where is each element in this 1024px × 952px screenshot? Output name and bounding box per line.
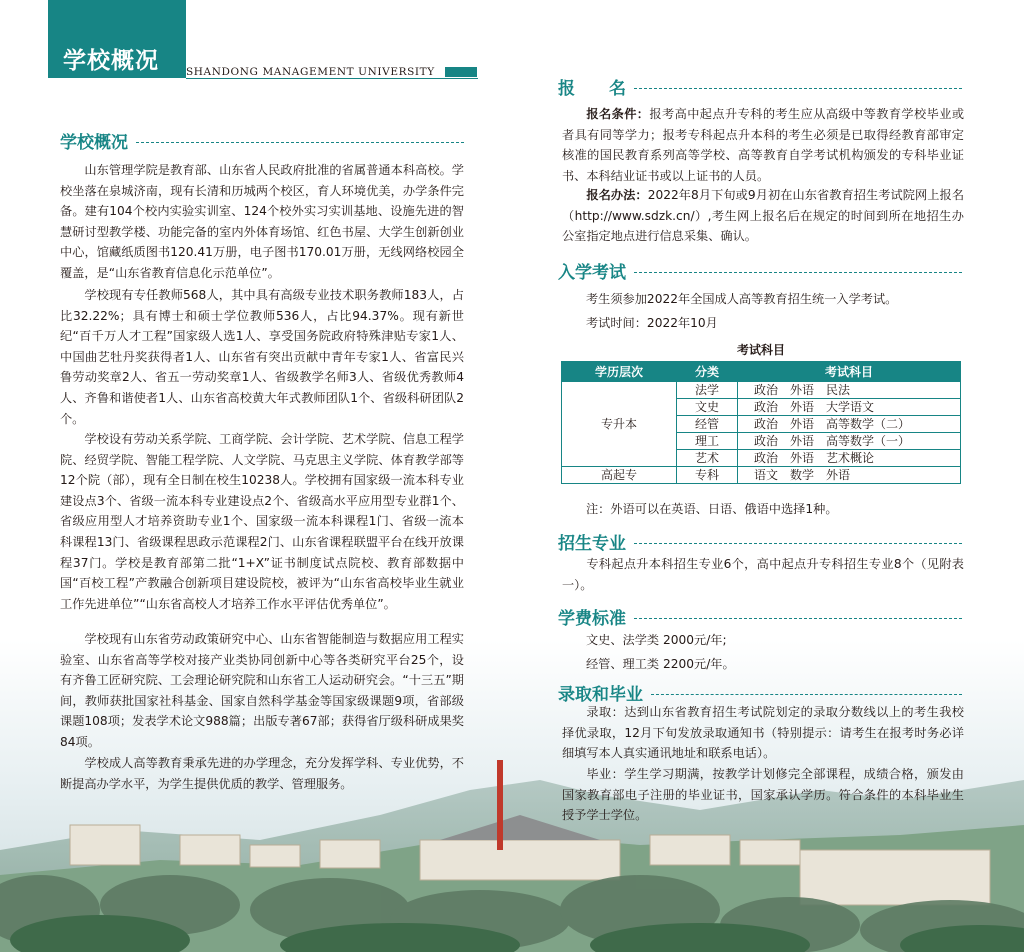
category-cell: 艺术 [677,450,738,467]
fee-line: 文史、法学类 2000元/年; [586,633,727,647]
header-rule [186,78,478,79]
majors-text: 专科起点升本科招生专业6个，高中起点升专科招生专业8个（见附表一）。 [562,557,964,592]
page-title: 学校概况 [63,48,159,74]
exam-heading: 入学考试 [558,258,962,283]
subjects-cell: 政治 外语 民法 [738,382,961,399]
overview-paragraph: 学校成人高等教育秉承先进的办学理念，充分发挥学科、专业优势，不断提高办学水平，为学生提供优质的教学、管理服务。 [60,756,464,791]
registration-method: 报名办法：2022年8月下旬或9月初在山东省教育招生考试院网上报名（http://www.sdzk.cn/）,考生网上报名后在规定的时间到所在地招生办公室指定地点进行信息采集、确认。 [562,188,965,244]
table-row [562,467,961,484]
table-header-row [562,362,961,382]
exam-time: 考试时间：2022年10月 [586,316,718,330]
level-cell: 高起专 [562,467,677,484]
subjects-cell: 政治 外语 高等数学（一） [738,433,961,450]
table-header: 分类 [677,362,738,382]
registration-condition: 报名条件：报考高中起点升专科的考生应从高级中等教育学校毕业或者具有同等学力；报考专科起点升本科的考生必须是已取得经教育部审定核准的国民教育系列高等学校、高等教育自学考试机构颁发的专科毕业证书、本科结业证书或以上证书的人员。 [562,107,965,183]
category-cell: 文史 [677,399,738,416]
fees-heading: 学费标准 [558,604,962,629]
majors-heading: 招生专业 [558,529,962,554]
table-header: 考试科目 [738,362,961,382]
overview-paragraph: 学校现有山东省劳动政策研究中心、山东省智能制造与数据应用工程实验室、山东省高等学校对接产业类协同创新中心等各类研究平台25个，设有齐鲁工匠研究院、工会理论研究院和山东省工人运动研究会。“十三五”期间，教师获批国家社科基金、国家自然科学基金等国家级课题9项，省部级课题108项；发表学术论文988篇；出版专著67部；获得省厅级科研成果奖84项。 [60,632,464,749]
subjects-cell: 政治 外语 高等数学（二） [738,416,961,433]
subjects-cell: 语文 数学 外语 [738,467,961,484]
category-cell: 专科 [677,467,738,484]
subjects-cell: 政治 外语 大学语文 [738,399,961,416]
subjects-cell: 政治 外语 艺术概论 [738,450,961,467]
table-header: 学历层次 [562,362,677,382]
level-cell: 专升本 [562,382,677,467]
fee-line: 经管、理工类 2200元/年。 [586,657,735,671]
overview-paragraph: 学校现有专任教师568人，其中具有高级专业技术职务教师183人，占比32.22%；具有博士和硕士学位教师536人，占比94.37%。现有新世纪“百千万人才工程”国家级人选1人、享受国务院政府特殊津贴专家1人、中国曲艺牡丹奖获得者1人、山东省有突出贡献中青年专家1人、省富民兴鲁劳动奖章2人、省五一劳动奖章1人、省级教学名师3人、省级优秀教师4人、齐鲁和谐使者1人、山东省高校黄大年式教师团队1个、省级科研团队2个。 [60,288,464,426]
overview-paragraph: 学校设有劳动关系学院、工商学院、会计学院、艺术学院、信息工程学院、经贸学院、智能工程学院、人文学院、马克思主义学院、体育教学部等12个院（部），现有全日制在校生10238人。学校拥有国家级一流本科专业建设点3个、省级一流本科专业建设点2个、省级高水平应用型专业群1个、省级应用型人才培养资助专业1个、国家级一流本科课程1门、省级一流本科课程13门、省级课程思政示范课程2门、山东省课程联盟平台在线开放课程37门。学校是教育部第二批“1+X”证书制度试点院校、教育部数据中国“百校工程”产教融合创新项目建设院校，被评为“山东省高校毕业生就业工作先进单位”“山东省高校人才培养工作水平评估优秀单位”。 [60,432,464,611]
admission-heading: 录取和毕业 [558,680,962,705]
overview-heading: 学校概况 [60,128,464,153]
registration-heading: 报 名 [558,74,962,99]
table-row [562,382,961,399]
exam-subjects-table [561,361,961,484]
overview-paragraph: 山东管理学院是教育部、山东省人民政府批准的省属普通本科高校。学校坐落在泉城济南，现有长清和历城两个校区，育人环境优美，办学条件完备。建有104个校内实验实训室、124个校外实习实训基地、设施先进的智慧研讨型教学楼、功能完备的室内外体育场馆、红色书屋、大学生创新创业中心，馆藏纸质图书120.41万册，电子图书170.01万册，无线网络校园全覆盖，是“山东省教育信息化示范单位”。 [60,163,464,280]
graduation-text: 毕业：学生学习期满，按教学计划修完全部课程，成绩合格，颁发由国家教育部电子注册的毕业证书，国家承认学历。符合条件的本科毕业生授予学士学位。 [562,767,964,823]
university-name-en: SHANDONG MANAGEMENT UNIVERSITY [186,66,435,78]
admission-text: 录取：达到山东省教育招生考试院划定的录取分数线以上的考生我校择优录取，12月下旬发放录取通知书（特别提示：请考生在报考时务必详细填写本人真实通讯地址和联系电话）。 [562,705,964,761]
category-cell: 理工 [677,433,738,450]
exam-table-caption: 考试科目 [736,343,785,357]
exam-note: 注：外语可以在英语、日语、俄语中选择1种。 [586,502,838,516]
category-cell: 法学 [677,382,738,399]
header-accent-bar [445,67,477,77]
category-cell: 经管 [677,416,738,433]
exam-info: 考生须参加2022年全国成人高等教育招生统一入学考试。 [586,292,898,306]
